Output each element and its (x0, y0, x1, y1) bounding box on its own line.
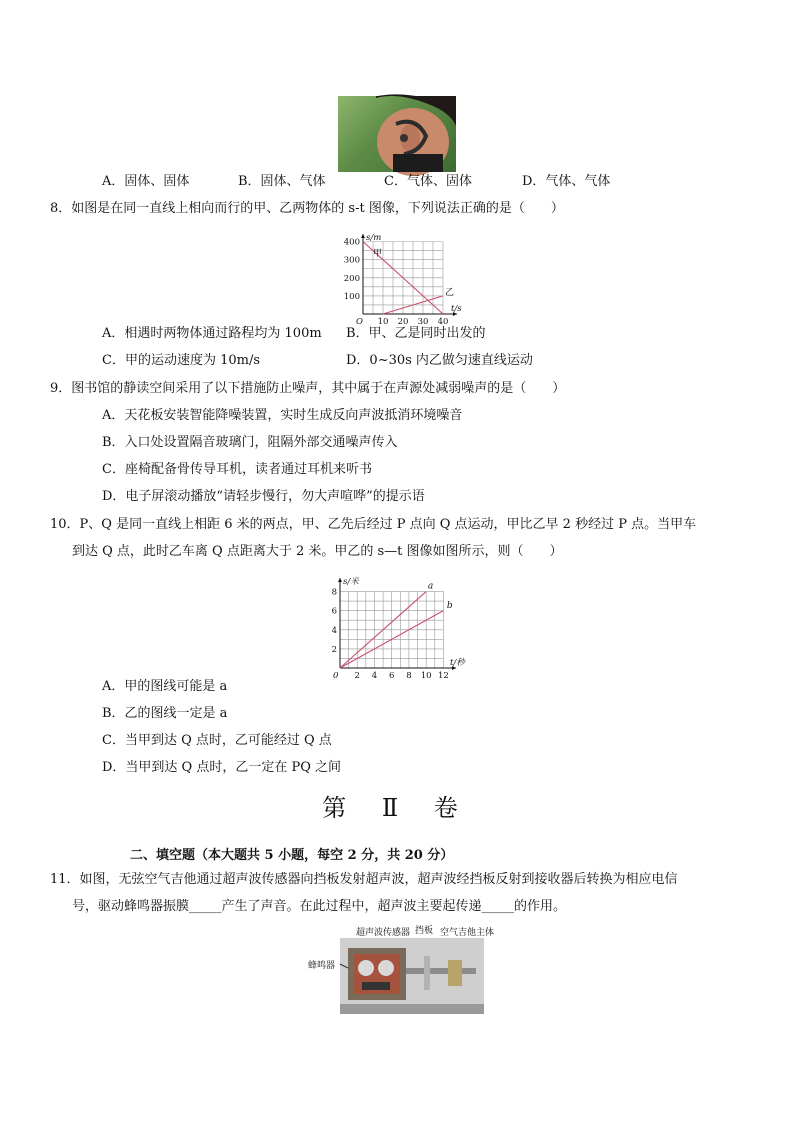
q9-stem: 9．图书馆的静读空间采用了以下措施防止噪声，其中属于在声源处减弱噪声的是（ ） (50, 381, 566, 396)
q7-option-b: B．固体、气体 (238, 174, 326, 189)
q10-option-b: B．乙的图线一定是 a (102, 706, 228, 721)
x-tick-label: 30 (417, 317, 429, 327)
y-tick-label: 100 (343, 291, 360, 302)
q7-option-d: D．气体、气体 (522, 174, 611, 189)
q8-option-b: B．甲、乙是同时出发的 (346, 326, 486, 341)
q8-st-chart (330, 226, 460, 326)
y-tick-label: 4 (331, 625, 337, 636)
label-guitar-body: 空气吉他主体 (440, 928, 495, 938)
series-label-甲: 甲 (373, 249, 383, 260)
y-tick-label: 400 (343, 237, 360, 248)
label-buzzer: 蜂鸣器 (308, 961, 336, 971)
q9-option-d: D．电子屏滚动播放“请轻步慢行，勿大声喧哗”的提示语 (102, 489, 425, 504)
q9-option-a: A．天花板安装智能降噪装置，实时生成反向声波抵消环境噪音 (102, 408, 463, 423)
x-axis-label: t/s (451, 304, 462, 314)
q8-option-c: C．甲的运动速度为 10m/s (102, 353, 260, 368)
y-tick-label: 2 (331, 644, 337, 655)
q8-option-d: D．0~30s 内乙做匀速直线运动 (346, 353, 533, 368)
origin-label: O (356, 317, 363, 327)
q11-line1: 11．如图，无弦空气吉他通过超声波传感器向挡板发射超声波，超声波经挡板反射到接收器后转换为相应电信 (50, 872, 678, 887)
q10-option-d: D．当甲到达 Q 点时，乙一定在 PQ 之间 (102, 760, 342, 775)
section-subtitle: 二、填空题（本大题共 5 小题，每空 2 分，共 20 分） (130, 848, 454, 863)
y-tick-label: 200 (343, 273, 360, 284)
x-axis-label: t/秒 (450, 658, 465, 668)
q10-st-chart (322, 572, 472, 682)
y-axis-label: s/米 (343, 577, 359, 587)
q8-stem: 8．如图是在同一直线上相向而行的甲、乙两物体的 s-t 图像，下列说法正确的是（ ） (50, 201, 564, 216)
earphone-photo-illustration (338, 96, 456, 172)
series-label-b: b (446, 600, 453, 611)
x-tick-label: 12 (437, 671, 449, 681)
q8-option-a: A．相遇时两物体通过路程均为 100m (102, 326, 322, 341)
label-baffle: 挡板 (415, 926, 434, 936)
q10-stem-line1: 10．P、Q 是同一直线上相距 6 米的两点，甲、乙先后经过 P 点向 Q 点运动，甲比乙早 2 秒经过 P 点。当甲车 (50, 517, 697, 532)
q9-option-c: C．座椅配备骨传导耳机，读者通过耳机来听书 (102, 462, 372, 477)
air-guitar-illustration (340, 938, 484, 1014)
y-tick-label: 300 (343, 255, 360, 266)
x-tick-label: 20 (397, 317, 409, 327)
y-axis-label: s/m (366, 233, 382, 243)
x-tick-label: 6 (388, 671, 395, 681)
q7-option-a: A．固体、固体 (102, 174, 190, 189)
x-tick-label: 40 (437, 317, 449, 327)
y-axis-arrow (361, 234, 365, 238)
x-tick-label: 10 (377, 317, 389, 327)
q10-option-c: C．当甲到达 Q 点时，乙可能经过 Q 点 (102, 733, 332, 748)
q9-option-b: B．入口处设置隔音玻璃门，阻隔外部交通噪声传入 (102, 435, 398, 450)
q11-line2: 号，驱动蜂鸣器振膜_____产生了声音。在此过程中，超声波主要起传递_____的作用。 (72, 899, 567, 914)
y-tick-label: 6 (331, 606, 337, 617)
x-tick-label: 4 (371, 671, 378, 681)
bone-conduction-earphone-photo (338, 96, 456, 172)
q10-stem-line2: 到达 Q 点，此时乙车离 Q 点距离大于 2 米。甲乙的 s—t 图像如图所示，则（ ） (72, 544, 563, 559)
y-axis-arrow (338, 578, 342, 582)
q7-option-c: C．气体、固体 (384, 174, 472, 189)
section-title: 第 Ⅱ 卷 (322, 794, 472, 822)
x-tick-label: 8 (406, 671, 412, 681)
series-label-乙: 乙 (445, 288, 455, 298)
series-label-a: a (427, 581, 434, 592)
origin-label: 0 (333, 671, 339, 681)
y-tick-label: 8 (331, 587, 337, 598)
q10-option-a: A．甲的图线可能是 a (102, 679, 228, 694)
label-ultrasonic-sensor: 超声波传感器 (356, 928, 411, 938)
air-guitar-photo (340, 938, 484, 1014)
x-tick-label: 10 (420, 671, 432, 681)
x-tick-label: 2 (354, 671, 360, 681)
